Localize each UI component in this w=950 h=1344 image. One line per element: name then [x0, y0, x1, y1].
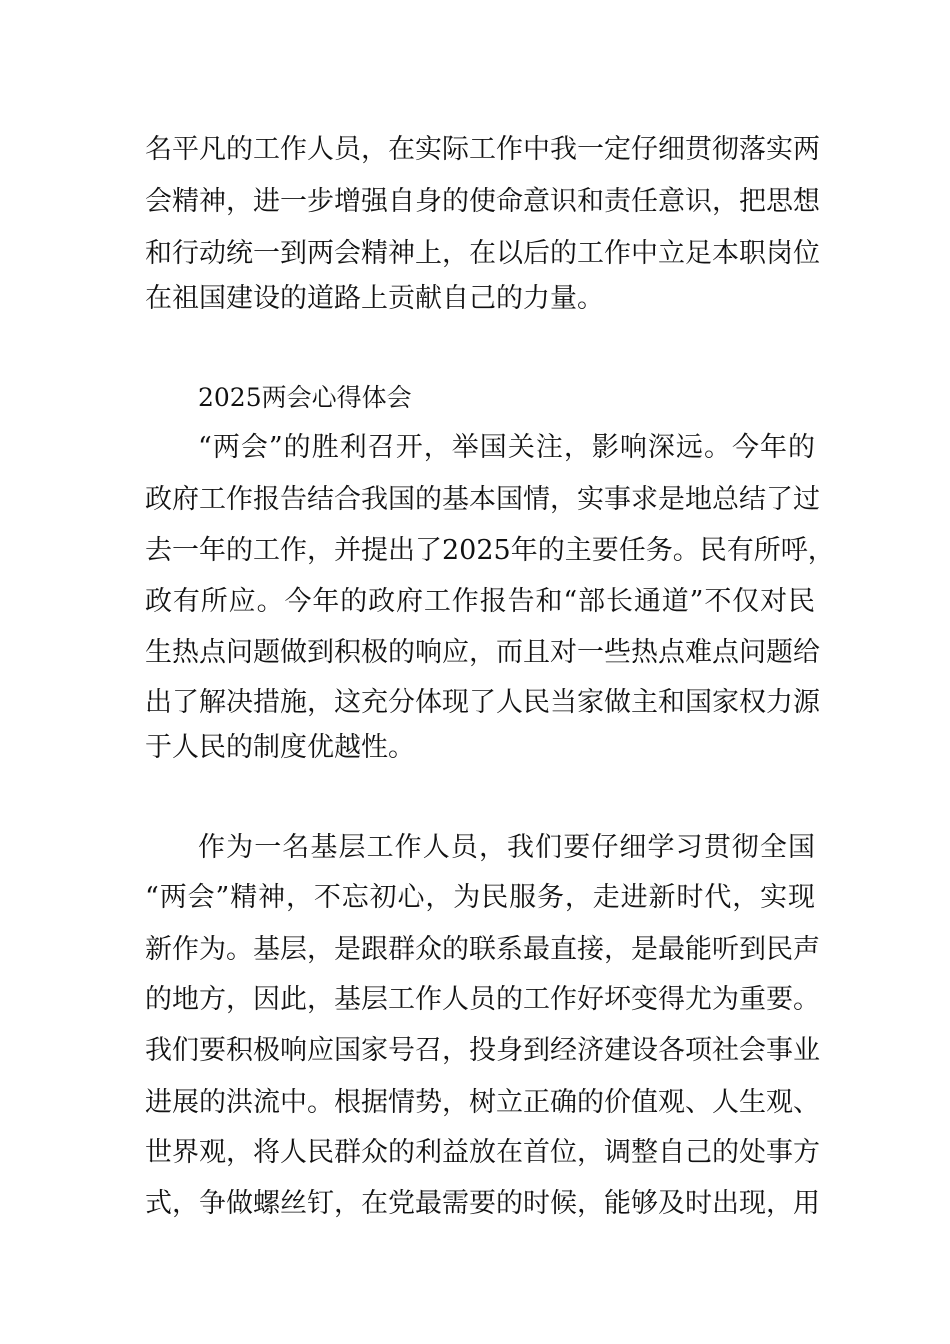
paragraph-3-line-5: 我们要积极响应国家号召，投身到经济建设各项社会事业 [145, 1035, 820, 1066]
paragraph-3-line-3: 新作为。基层，是跟群众的联系最直接，是最能听到民声 [145, 934, 820, 965]
paragraph-2-line-1: “两会”的胜利召开，举国关注，影响深远。今年的 [198, 432, 815, 463]
paragraph-2-line-7: 于人民的制度优越性。 [145, 732, 415, 763]
paragraph-3-line-7: 世界观，将人民群众的利益放在首位，调整自己的处事方 [145, 1137, 820, 1168]
paragraph-3-line-1: 作为一名基层工作人员，我们要仔细学习贯彻全国 [198, 832, 815, 863]
paragraph-3-line-8: 式，争做螺丝钉，在党最需要的时候，能够及时出现，用 [145, 1188, 820, 1219]
paragraph-1-line-3: 和行动统一到两会精神上，在以后的工作中立足本职岗位 [145, 238, 820, 269]
paragraph-2-line-3: 去一年的工作，并提出了2025年的主要任务。民有所呼， [145, 535, 835, 566]
section-heading: 2025两会心得体会 [198, 383, 412, 412]
paragraph-1-line-2: 会精神，进一步增强自身的使命意识和责任意识，把思想 [145, 186, 820, 217]
paragraph-2-line-6: 出了解决措施，这充分体现了人民当家做主和国家权力源 [145, 687, 820, 718]
paragraph-3-line-2: “两会”精神，不忘初心，为民服务，走进新时代，实现 [145, 882, 815, 913]
paragraph-2-line-2: 政府工作报告结合我国的基本国情，实事求是地总结了过 [145, 484, 820, 515]
paragraph-2-line-4: 政有所应。今年的政府工作报告和“部长通道”不仅对民 [145, 586, 815, 617]
paragraph-3-line-4: 的地方，因此，基层工作人员的工作好坏变得尤为重要。 [145, 984, 820, 1015]
paragraph-1-line-1: 名平凡的工作人员，在实际工作中我一定仔细贯彻落实两 [145, 134, 820, 165]
paragraph-3-line-6: 进展的洪流中。根据情势，树立正确的价值观、人生观、 [145, 1087, 820, 1118]
paragraph-2-line-5: 生热点问题做到积极的响应，而且对一些热点难点问题给 [145, 637, 820, 668]
paragraph-1-line-4: 在祖国建设的道路上贡献自己的力量。 [145, 283, 604, 314]
